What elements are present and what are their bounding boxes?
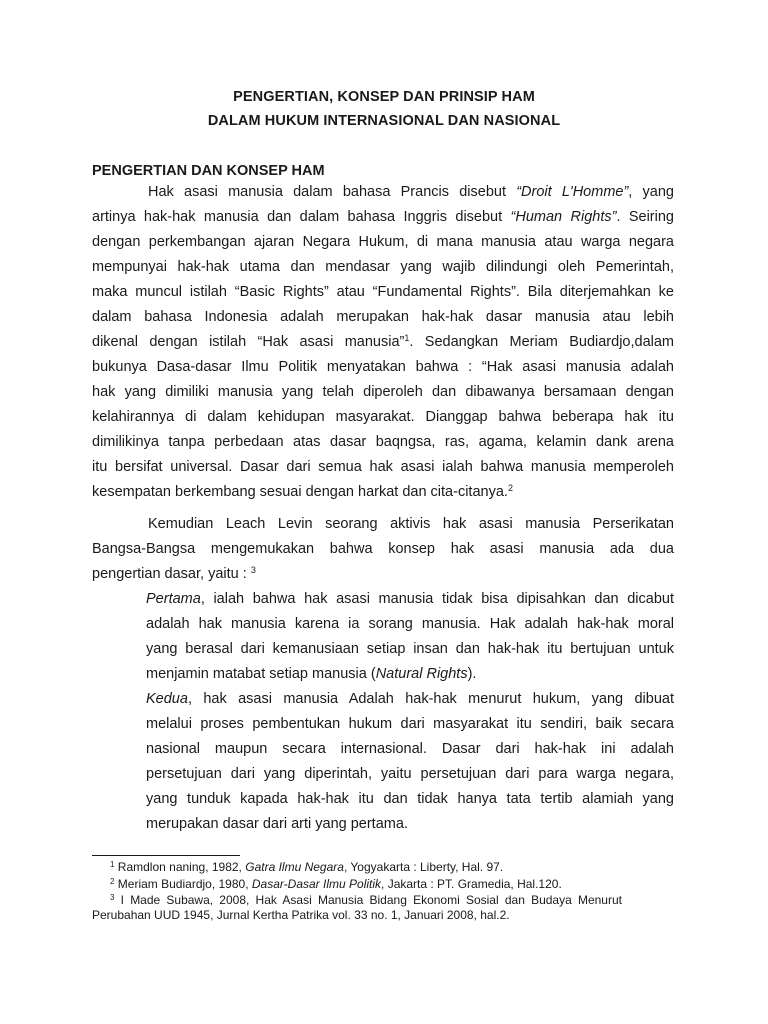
footnote-number: 1: [110, 860, 115, 869]
body-line: [148, 180, 674, 205]
body-line-text: Hak asasi manusia dalam bahasa Prancis disebut “Droit L'Homme”, yang: [148, 184, 674, 200]
body-line: dimilikinya tanpa perbedaan atas dasar baqngsa, ras, agama, kelamin dank arena: [92, 434, 674, 450]
second-meaning-line: persetujuan dari yang diperintah, yaitu persetujuan dari para warga negara,: [146, 766, 674, 782]
second-meaning-line: [146, 687, 674, 712]
body-line: Bangsa-Bangsa mengemukakan bahwa konsep hak asasi manusia ada dua: [92, 541, 674, 557]
italic-term: Natural Rights: [375, 666, 468, 682]
footnote-text: Ramdlon naning, 1982,: [117, 860, 246, 874]
body-line-text: . Sedangkan Meriam Budiardjo,dalam: [409, 334, 675, 350]
first-meaning-line: [146, 587, 674, 612]
body-line-text: ).: [467, 666, 477, 682]
footnote-2: [110, 877, 562, 892]
first-meaning-line: [146, 662, 674, 687]
footnote-text: , Jakarta : PT. Gramedia, Hal.120.: [381, 877, 562, 891]
body-line: dengan perkembangan ajaran Negara Hukum, di mana manusia atau warga negara: [92, 234, 674, 250]
italic-term: “Droit L'Homme”: [516, 184, 629, 200]
body-line: bukunya Dasa-dasar Ilmu Politik menyatakan bahwa : “Hak asasi manusia adalah: [92, 359, 674, 375]
first-meaning-intro: Pertama: [146, 591, 201, 607]
italic-term: “Human Rights”: [510, 209, 617, 225]
footnote-text: , Yogyakarta : Liberty, Hal. 97.: [343, 860, 504, 874]
body-line-text: dikenal dengan istilah “Hak asasi manusia”: [92, 334, 405, 350]
second-meaning-line: merupakan dasar dari arti yang pertama.: [146, 816, 408, 832]
footnote-number: 2: [110, 877, 115, 886]
body-line: [92, 562, 674, 587]
document-title-line-2: DALAM HUKUM INTERNASIONAL DAN NASIONAL: [207, 113, 561, 129]
first-meaning-line: adalah hak manusia karena ia sorang manusia. Hak adalah hak-hak moral: [146, 616, 674, 632]
second-meaning-intro: Kedua: [146, 691, 188, 707]
body-line: hak yang dimiliki manusia yang telah diperoleh dan dibawanya bersamaan dengan: [92, 384, 674, 400]
body-line: dalam bahasa Indonesia adalah merupakan hak-hak dasar manusia atau lebih: [92, 309, 674, 325]
footnote-book-title: Gatra Ilmu Negara: [245, 860, 344, 874]
body-line: maka muncul istilah “Basic Rights” atau “Fundamental Rights”. Bila diterjemahkan ke: [92, 284, 674, 300]
second-meaning-line: nasional maupun secara internasional. Dasar dari hak-hak ini adalah: [146, 741, 674, 757]
footnote-number: 3: [110, 893, 115, 902]
body-line-text: pengertian dasar, yaitu :: [92, 566, 251, 582]
first-meaning-text: [146, 591, 674, 607]
second-meaning-line: yang tunduk kapada hak-hak itu dan tidak hanya tata tertib alamiah yang: [146, 791, 674, 807]
body-line-text: menjamin matabat setiap manusia (: [146, 666, 376, 682]
document-title-line-1: PENGERTIAN, KONSEP DAN PRINSIP HAM: [233, 89, 535, 105]
footnote-text: I Made Subawa, 2008, Hak Asasi Manusia Bidang Ekonomi Sosial dan Budaya Menurut: [120, 893, 622, 907]
footnote-mark: 2: [507, 483, 513, 493]
body-line-text: kesempatan berkembang sesuai dengan harkat dan cita-citanya.: [92, 484, 508, 500]
body-line-text: artinya hak-hak manusia dan dalam bahasa Inggris disebut “Human Rights”. Seiring: [92, 209, 674, 225]
second-meaning-line: melalui proses pembentukan hukum dari masyarakat itu sendiri, baik secara: [146, 716, 674, 732]
footnote-1: [110, 860, 503, 875]
first-meaning-line: yang berasal dari kemanusiaan setiap insan dan hak-hak itu bertujuan untuk: [146, 641, 674, 657]
body-line-text: , hak asasi manusia Adalah hak-hak menurut hukum, yang dibuat: [187, 691, 674, 707]
body-line: mempunyai hak-hak utama dan mendasar yang wajib dilindungi oleh Pemerintah,: [92, 259, 674, 275]
second-meaning-text: [146, 691, 674, 707]
body-line: [92, 330, 674, 355]
footnote-text: Meriam Budiardjo, 1980,: [117, 877, 252, 891]
body-line: Kemudian Leach Levin seorang aktivis hak asasi manusia Perserikatan: [148, 516, 674, 532]
body-line: itu bersifat universal. Dasar dari semua hak asasi ialah bahwa manusia memperoleh: [92, 459, 674, 475]
section-heading: PENGERTIAN DAN KONSEP HAM: [92, 163, 325, 179]
body-line: kelahirannya di dalam kehidupan masyarakat. Dianggap bahwa beberapa hak itu: [92, 409, 674, 425]
footnote-3-continued: Perubahan UUD 1945, Jurnal Kertha Patrika vol. 33 no. 1, Januari 2008, hal.2.: [92, 908, 510, 922]
footnote-3: [110, 893, 622, 908]
footnote-divider: [92, 855, 240, 856]
body-line: [92, 205, 674, 230]
footnote-mark: 3: [250, 565, 256, 575]
footnote-book-title: Dasar-Dasar Ilmu Politik: [251, 877, 382, 891]
body-line-text: , ialah bahwa hak asasi manusia tidak bisa dipisahkan dan dicabut: [200, 591, 674, 607]
footnote-mark: 1: [404, 333, 410, 343]
body-line: [92, 480, 674, 505]
